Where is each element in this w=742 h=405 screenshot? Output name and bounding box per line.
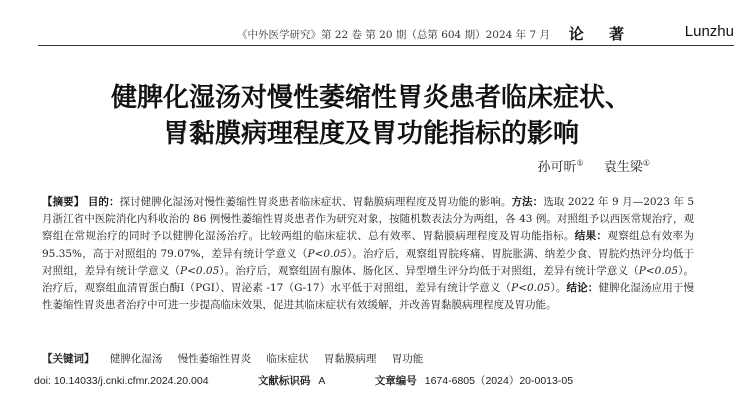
result-text: 观察组总有效率为 95.35%，高于对照组的 79.07%，差异有统计学意义（ [42, 230, 695, 260]
author-name: 袁生梁① [603, 158, 650, 175]
article-number: 1674-6805（2024）20-0013-05 [424, 375, 574, 387]
conclusion-text: 健脾化湿汤应用于慢性萎缩性胃炎患者治疗中可进一步提高临床效果，促进其临床症状有效缓解，并改善胃黏膜病理程度及胃功能。 [42, 282, 695, 312]
keyword: 临床症状 [266, 353, 309, 365]
doi: doi: 10.14033/j.cnki.cfmr.2024.20.004 [34, 375, 209, 387]
article-title [0, 80, 742, 152]
abstract: 【摘要】 目的：探讨健脾化湿汤对慢性萎缩性胃炎患者临床症状、胃黏膜病理程度及胃功能的影响。方法：选取 2022 年 9 月—2023 年 5 月浙江省中医院消化内科收治的 86 例慢性萎缩性胃炎患者作为研究对象，按随机数表法分为两组，各 43 例。对照组予以西医常规治疗，观察组在常规治疗的同时予以健脾化湿汤治疗。比较两组的临床症状、总有效率、胃黏膜病理程度及胃功能指标。结果：观察组总有效率为 95.35%，高于对照组的 79.07%，差异有统计学意义（P<0.05）。治疗后，观察组胃脘疼痛、胃脘胀满、纳差少食、胃脘灼热评分均低于对照组，差异有统计学意义（P<0.05）。治疗后，观察组固有腺体、肠化区、异型增生评分均低于对照组，差异有统计学意义（P<0.05）。治疗后，观察组血清胃蛋白酶Ⅰ（PGⅠ）、胃泌素 -17（G-17）水平低于对照组，差异有统计学意义（P<0.05）。结论：健脾化湿汤应用于慢性萎缩性胃炎患者治疗中可进一步提高临床效果，促进其临床症状有效缓解，并改善胃黏膜病理程度及胃功能。 [42, 196, 695, 312]
objective-label: 目的： [87, 196, 120, 208]
keywords [42, 351, 423, 366]
author-list [521, 156, 650, 175]
title-line-2: 胃黏膜病理程度及胃功能指标的影响 [162, 119, 579, 149]
abstract-label: 【摘要】 [42, 196, 85, 208]
method-text: 选取 2022 年 9 月—2023 年 5 月浙江省中医院消化内科收治的 86 例慢性萎缩性胃炎患者作为研究对象，按随机数表法分为两组，各 43 例。对照组予以西医常规治疗，观察组在常规治疗的同时予以健脾化湿汤治疗。比较两组的临床症状、总有效率、胃黏膜病理程度及胃功能指标。 [42, 196, 695, 243]
author-name: 孙可昕① [537, 158, 584, 175]
keyword: 健脾化湿汤 [109, 353, 163, 365]
section-label-en: Lunzhu [684, 23, 734, 40]
p-value: P<0.05 [511, 282, 551, 295]
result-text: 治疗后，观察组血清胃蛋白酶Ⅰ（PGⅠ）、胃泌素 -17（G-17）水平低于对照组，差异有统计学意义（ [42, 282, 512, 295]
result-text: 治疗后，观察组固有腺体、肠化区、异型增生评分均低于对照组，差异有统计学意义（ [235, 264, 639, 277]
keyword: 慢性萎缩性胃炎 [177, 353, 252, 365]
keyword: 胃黏膜病理 [323, 353, 377, 365]
keyword: 胃功能 [391, 353, 424, 365]
p-value: P<0.05 [638, 264, 679, 277]
p-value: P<0.05 [307, 247, 347, 260]
affiliation-mark: ① [576, 158, 584, 168]
result-label: 结果： [574, 230, 608, 243]
title-line-1: 健脾化湿汤对慢性萎缩性胃炎患者临床症状、 [110, 83, 631, 113]
conclusion-label: 结论： [566, 282, 599, 295]
article-meta [34, 373, 573, 388]
section-label: 论 著 [568, 25, 634, 43]
doc-code-label: 文献标识码 [257, 375, 311, 387]
method-label: 方法： [511, 196, 544, 208]
doc-code: A [318, 375, 326, 387]
header-rule [38, 45, 734, 46]
affiliation-mark: ① [642, 158, 650, 168]
keywords-label: 【关键词】 [42, 353, 95, 365]
result-text: 治疗后，观察组胃脘疼痛、胃脘胀满、纳差少食、胃脘灼热评分均低于对照组，差异有统计学意义（ [42, 247, 694, 277]
objective-text: 探讨健脾化湿汤对慢性萎缩性胃炎患者临床症状、胃黏膜病理程度及胃功能的影响。 [119, 196, 512, 208]
running-header [0, 20, 742, 44]
p-value: P<0.05 [180, 264, 220, 277]
journal-info: 《中外医学研究》第 22 卷 第 20 期（总第 604 期）2024 年 7 月 [236, 29, 550, 41]
article-no-label: 文章编号 [374, 375, 417, 387]
